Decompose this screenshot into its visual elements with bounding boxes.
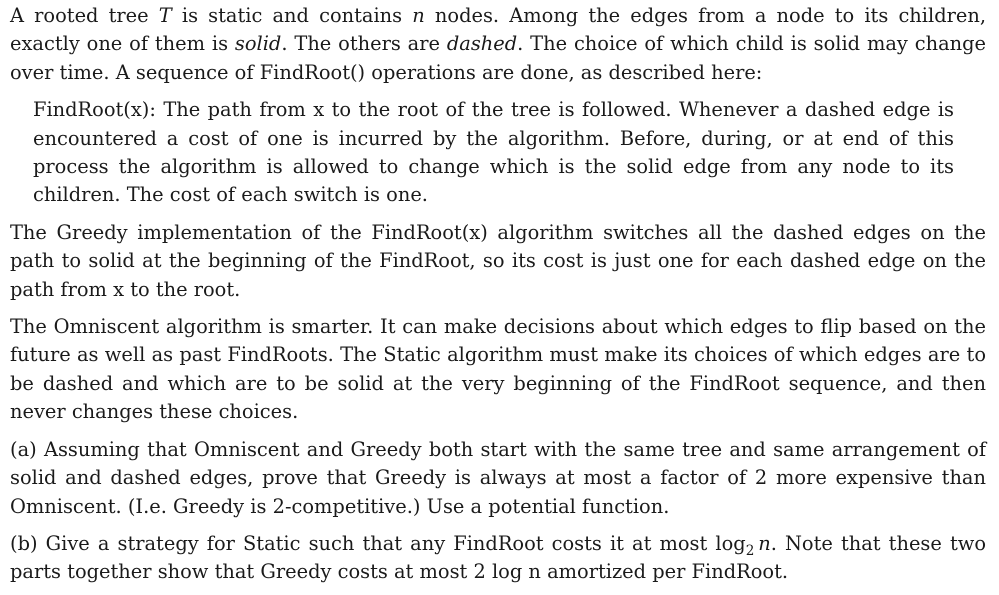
- intro-text-5: . The choice of which child is solid may change over time. A sequence of FindRoot() operations are done, as described here:: [10, 32, 987, 84]
- log-operator: log: [715, 531, 746, 555]
- omniscient-paragraph: The Omniscent algorithm is smarter. It can make decisions about which edges to flip based on the future as well as past FindRoots. The Static algorithm must make its choices of which edges are to be dashed and which are to be solid at the very beginning of the FindRoot sequence, and then never changes these choices.: [10, 315, 986, 424]
- intro-text-2: is static and contains: [171, 4, 413, 27]
- greedy-paragraph: The Greedy implementation of the FindRoot(x) algorithm switches all the dashed edges on the path to solid at the beginning of the FindRoot, so its cost is just one for each dashed edge on the path from x to the root.: [10, 220, 986, 301]
- log-base: 2: [745, 542, 755, 559]
- intro-text-3: nodes. Among the edges from a node to its children, exactly one of them is: [10, 4, 987, 56]
- intro-text-1: A rooted tree: [10, 4, 159, 27]
- var-n: n: [412, 4, 425, 27]
- part-b-text-2: . Note that these two parts together show that Greedy costs at most 2 log n amortized per FindRoot.: [10, 531, 987, 584]
- var-n-b: n: [758, 531, 771, 555]
- solid-emphasis: solid: [234, 32, 282, 56]
- intro-text-4: . The others are: [281, 32, 447, 56]
- findroot-definition: FindRoot(x): The path from x to the root of the tree is followed. Whenever a dashed edge is encountered a cost of one is incurred by the algorithm. Before, during, or at end of this process the algorithm is allowed to change which is the solid edge from any node to its children. The cost of each switch is one.: [33, 98, 954, 207]
- dashed-emphasis: dashed: [446, 32, 518, 56]
- part-a: (a) Assuming that Omniscent and Greedy both start with the same tree and same arrangement of solid and dashed edges, prove that Greedy is always at most a factor of 2 more expensive than Omniscent. (I.e. Greedy is 2-competitive.) Use a potential function.: [10, 437, 986, 518]
- var-T: T: [158, 4, 172, 27]
- part-b: [10, 530, 986, 587]
- part-b-text-1: (b) Give a strategy for Static such that any FindRoot costs it at most: [10, 531, 716, 555]
- intro-paragraph: [10, 2, 986, 87]
